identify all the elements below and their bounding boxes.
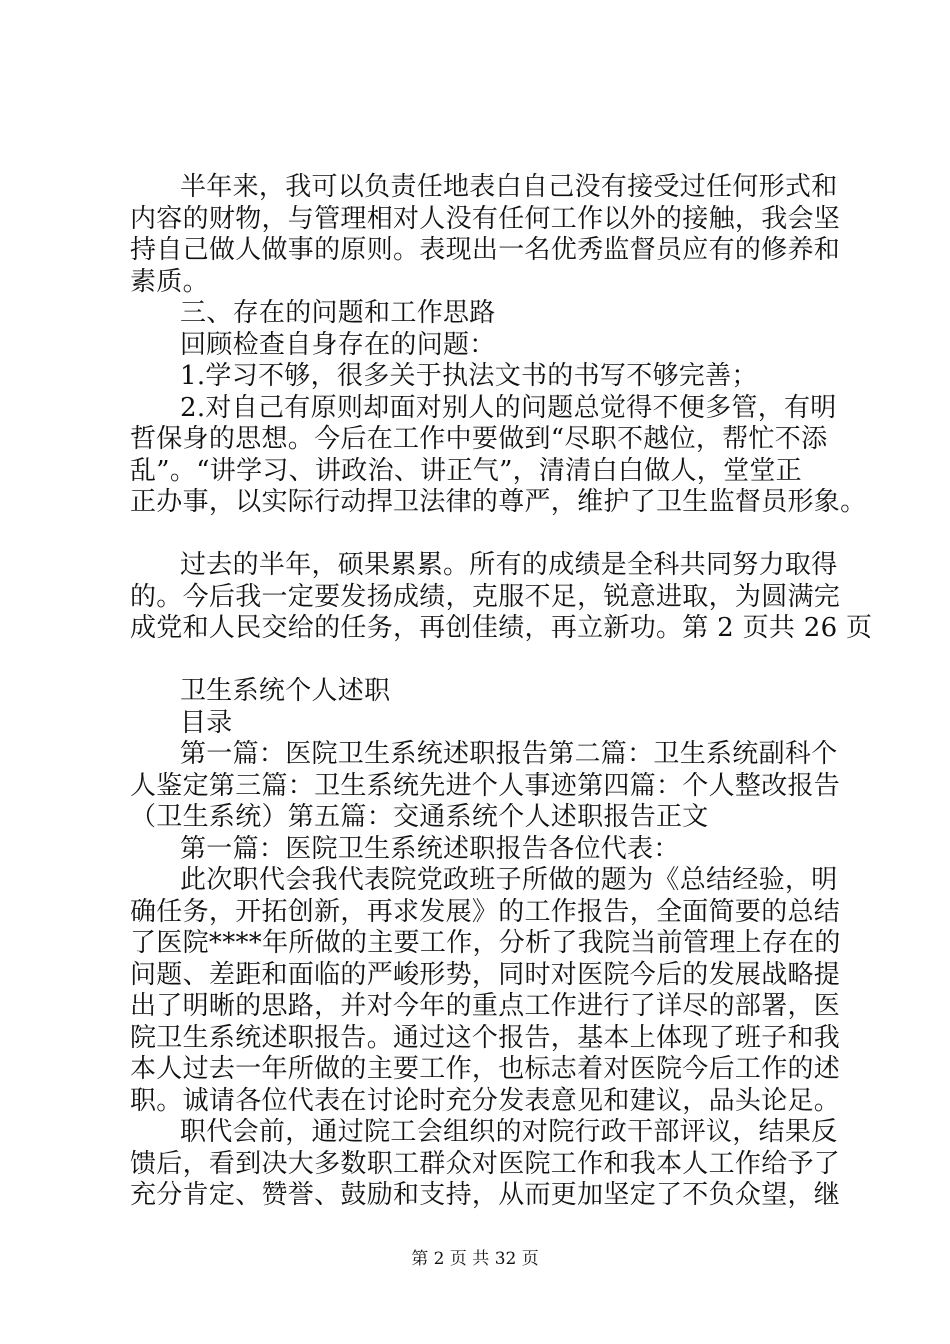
text-line: 持自己做人做事的原则。表现出一名优秀监督员应有的修养和 xyxy=(130,235,841,265)
text-line: 人鉴定第三篇：卫生系统先进个人事迹第四篇：个人整改报告 xyxy=(130,770,841,801)
text-line: 乱”。“讲学习、讲政治、讲正气”，清清白白做人，堂堂正 xyxy=(130,455,802,486)
list-item xyxy=(130,392,867,519)
text-line: 内容的财物，与管理相对人没有任何工作以外的接触，我会坚 xyxy=(130,203,841,234)
text-line: 半年来，我可以负责任地表白自己没有接受过任何形式和 xyxy=(180,172,838,202)
text-line: 了医院****年所做的主要工作，分析了我院当前管理上存在的 xyxy=(130,928,841,958)
paragraph-integrity xyxy=(130,172,845,298)
text-line: 职代会前，通过院工会组织的对院行政干部评议，结果反 xyxy=(180,1117,838,1147)
spacer xyxy=(130,519,845,551)
text-line: 确任务，开拓创新，再求发展》的工作报告，全面简要的总结 xyxy=(130,896,841,927)
text-line: 哲保身的思想。今后在工作中要做到“尽职不越位，帮忙不添 xyxy=(130,424,828,454)
text-line: 过去的半年，硕果累累。所有的成绩是全科共同努力取得 xyxy=(180,550,838,580)
text-line: 2.对自己有原则却面对别人的问题总觉得不便多管，有明 xyxy=(180,392,837,423)
text-line: 成党和人民交给的任务，再创佳绩，再立新功。第 2 页共 26 页 xyxy=(130,613,873,643)
table-of-contents xyxy=(130,739,845,834)
text-line: 此次职代会我代表院党政班子所做的题为《总结经验，明 xyxy=(180,865,838,895)
list-item: 1.学习不够，很多关于执法文书的书写不够完善； xyxy=(180,361,758,391)
text-line: 的。今后我一定要发扬成绩，克服不足，锐意进取，为圆满完 xyxy=(130,581,841,612)
text-line: 院卫生系统述职报告。通过这个报告，基本上体现了班子和我 xyxy=(130,1022,841,1053)
text-line: 第一篇：医院卫生系统述职报告第二篇：卫生系统副科个 xyxy=(180,739,838,769)
document-body xyxy=(130,172,873,1212)
text-line: 出了明晰的思路，并对今年的重点工作进行了详尽的部署，医 xyxy=(130,991,841,1021)
document-title: 卫生系统个人述职 xyxy=(180,676,391,706)
text-line: 问题、差距和面临的严峻形势，同时对医院今后的发展战略提 xyxy=(130,959,841,990)
text-line: 充分肯定、赞誉、鼓励和支持，从而更加坚定了不负众望，继 xyxy=(130,1180,841,1210)
spacer xyxy=(130,645,845,677)
toc-label: 目录 xyxy=(180,707,233,738)
section-heading: 三、存在的问题和工作思路 xyxy=(180,298,496,328)
text-line: 正办事，以实际行动捍卫法律的尊严，维护了卫生监督员形象。 xyxy=(130,487,867,517)
text-line: 本人过去一年所做的主要工作，也标志着对医院今后工作的述 xyxy=(130,1054,841,1084)
text-line: （卫生系统）第五篇：交通系统个人述职报告正文 xyxy=(130,802,709,832)
text-line: 回顾检查自身存在的问题： xyxy=(180,329,496,360)
text-line: 职。诚请各位代表在讨论时充分发表意见和建议，品头论足。 xyxy=(130,1085,841,1116)
paragraph-feedback xyxy=(130,1117,845,1212)
page-footer: 第 2 页 共 32 页 xyxy=(411,1249,539,1269)
paragraph-report xyxy=(130,865,845,1117)
paragraph-conclusion xyxy=(130,550,873,645)
chapter-heading: 第一篇：医院卫生系统述职报告各位代表： xyxy=(180,833,680,864)
text-line: 馈后，看到决大多数职工群众对医院工作和我本人工作给予了 xyxy=(130,1148,841,1179)
text-line: 素质。 xyxy=(130,266,209,297)
